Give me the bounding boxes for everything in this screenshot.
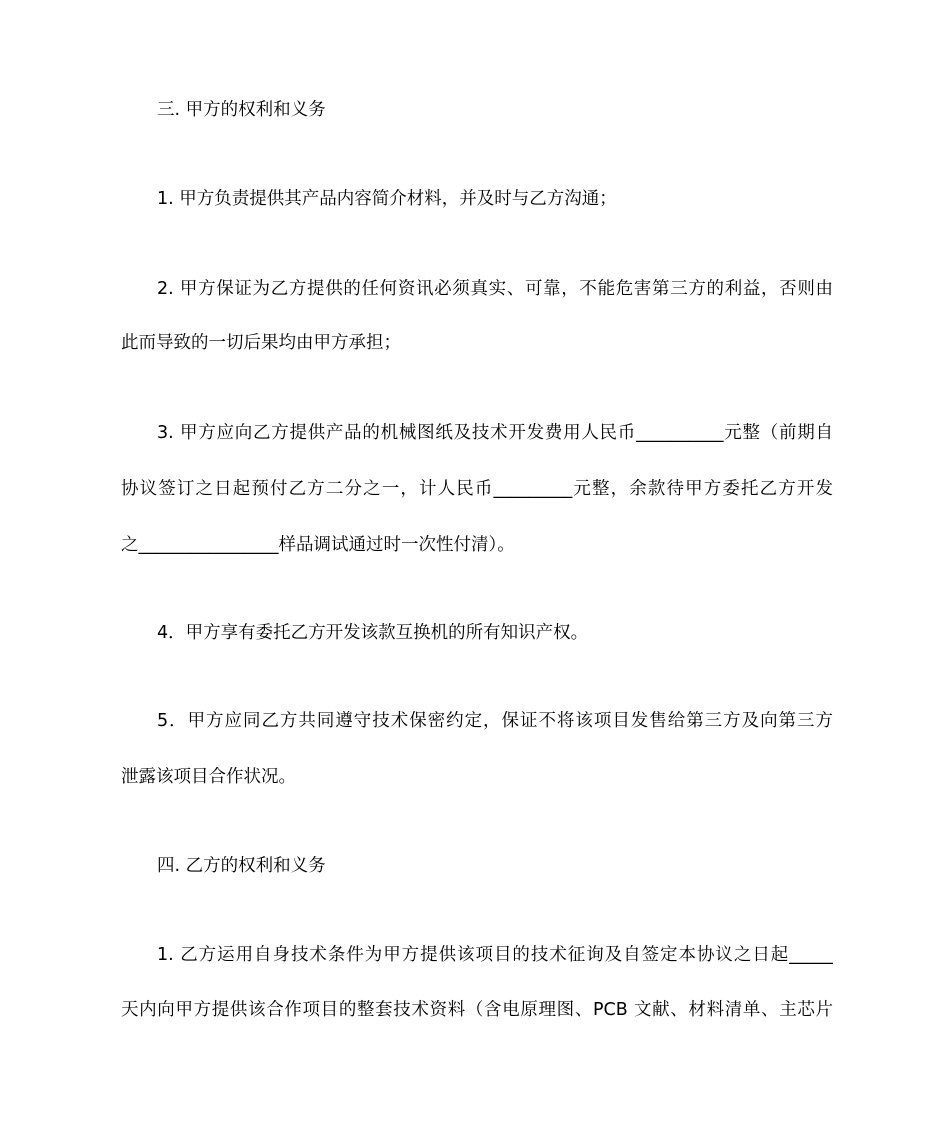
section-heading-party-b: 四. 乙方的权利和义务	[157, 856, 326, 876]
clause-a5-line2: 泄露该项目合作状况。	[121, 767, 296, 787]
clause-b1-line1: 1. 乙方运用自身技术条件为甲方提供该项目的技术征询及自签定本协议之日起_____	[157, 945, 833, 965]
clause-a1: 1. 甲方负责提供其产品内容简介材料，并及时与乙方沟通；	[157, 189, 617, 209]
clause-b1-line2: 天内向甲方提供该合作项目的整套技术资料（含电原理图、PCB 文献、材料清单、主芯片	[121, 1000, 833, 1020]
clause-a3-line1: 3. 甲方应向乙方提供产品的机械图纸及技术开发费用人民币__________元整（前期自	[157, 423, 833, 443]
clause-a3-line2: 协议签订之日起预付乙方二分之一，计人民币_________元整，余款待甲方委托乙方开发	[121, 479, 833, 499]
clause-a2-line1: 2. 甲方保证为乙方提供的任何资讯必须真实、可靠，不能危害第三方的利益，否则由	[157, 279, 833, 299]
section-heading-party-a: 三. 甲方的权利和义务	[157, 100, 326, 120]
clause-a3-line3: 之________________样品调试通过时一次性付清）。	[121, 535, 515, 555]
clause-a2-line2: 此而导致的一切后果均由甲方承担；	[121, 333, 401, 353]
clause-a5-line1: 5．甲方应同乙方共同遵守技术保密约定，保证不将该项目发售给第三方及向第三方	[157, 711, 833, 731]
clause-a4: 4．甲方享有委托乙方开发该款互换机的所有知识产权。	[157, 623, 589, 643]
